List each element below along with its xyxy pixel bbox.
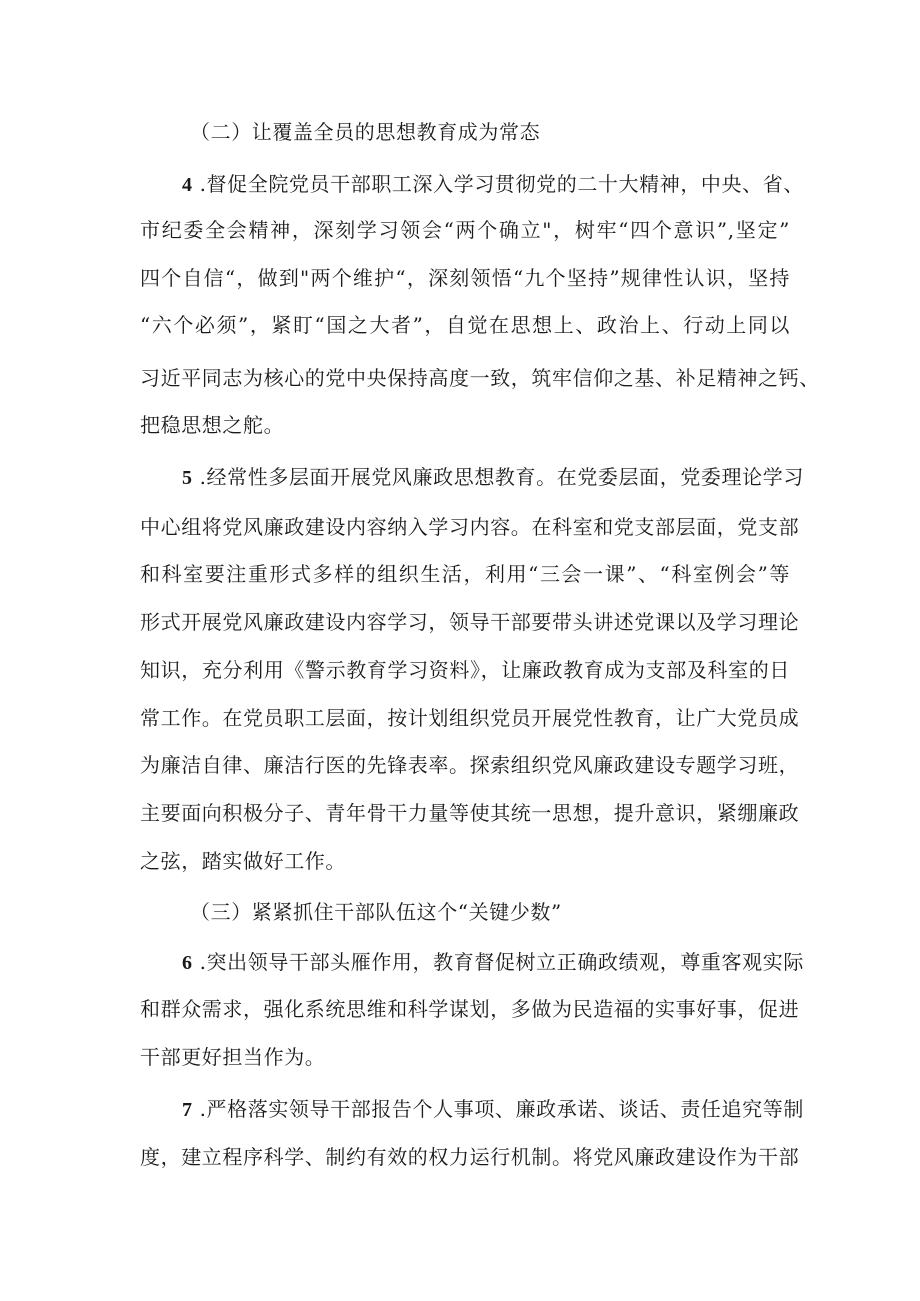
section-heading-2: （二）让覆盖全员的思想教育成为常态 — [190, 120, 541, 144]
item-5-line-1: 5 .经常性多层面开展党风廉政思想教育。在党委层面，党委理论学习 — [182, 465, 804, 489]
item-7-line-1: 7 .严格落实领导干部报告个人事项、廉政承诺、谈话、责任追究等制 — [182, 1097, 804, 1121]
item-7-number: 7 — [182, 1099, 193, 1121]
item-4-line-6: 把稳思想之舵。 — [140, 413, 285, 437]
item-7-line-2: 度，建立程序科学、制约有效的权力运行机制。将党风廉政建设作为干部 — [140, 1145, 800, 1169]
item-4-line-1: 4 .督促全院党员干部职工深入学习贯彻党的二十大精神，中央、省、 — [182, 172, 804, 196]
item-6-number: 6 — [182, 952, 193, 974]
item-4-line-3: 四个自信“，做到"两个维护“，深刻领悟“九个坚持”规律性认识，坚持 — [140, 266, 790, 290]
item-5-line-6: 常工作。在党员职工层面，按计划组织党员开展党性教育，让广大党员成 — [140, 706, 800, 730]
item-5-line-2: 中心组将党风廉政建设内容纳入学习内容。在科室和党支部层面，党支部 — [140, 515, 800, 539]
item-4-line-2: 市纪委全会精神，深刻学习领会“两个确立"，树牢“四个意识”,坚定” — [140, 218, 790, 242]
item-4-number: 4 — [182, 174, 193, 196]
item-5-line-8: 主要面向积极分子、青年骨干力量等使其统一思想，提升意识，紧绷廉政 — [140, 801, 800, 825]
item-5-line-4: 形式开展党风廉政建设内容学习，领导干部要带头讲述党课以及学习理论 — [140, 610, 800, 634]
item-5-line-7: 为廉洁自律、廉洁行医的先锋表率。探索组织党风廉政建设专题学习班， — [140, 753, 800, 777]
item-6-line-3: 干部更好担当作为。 — [140, 1045, 326, 1069]
item-6-line-1: 6 .突出领导干部头雁作用，教育督促树立正确政绩观，尊重客观实际 — [182, 950, 804, 974]
item-6-line-2: 和群众需求，强化系统思维和科学谋划，多做为民造福的实事好事，促进 — [140, 997, 800, 1021]
section-heading-3: （三）紧紧抓住干部队伍这个“关键少数” — [190, 900, 562, 924]
item-5-line-3: 和科室要注重形式多样的组织生活，利用“三会一课”、“科室例会”等 — [140, 562, 790, 586]
item-5-line-9: 之弦，踏实做好工作。 — [140, 849, 346, 873]
item-4-line-5: 习近平同志为核心的党中央保持高度一致，筑牢信仰之基、补足精神之钙、 — [140, 366, 820, 390]
item-5-line-5: 知识，充分利用《警示教育学习资料》，让廉政教育成为支部及科室的日 — [140, 658, 790, 682]
item-4-line-4: “六个必须”，紧盯“国之大者”，自觉在思想上、政治上、行动上同以 — [140, 313, 790, 337]
item-5-number: 5 — [182, 467, 193, 489]
